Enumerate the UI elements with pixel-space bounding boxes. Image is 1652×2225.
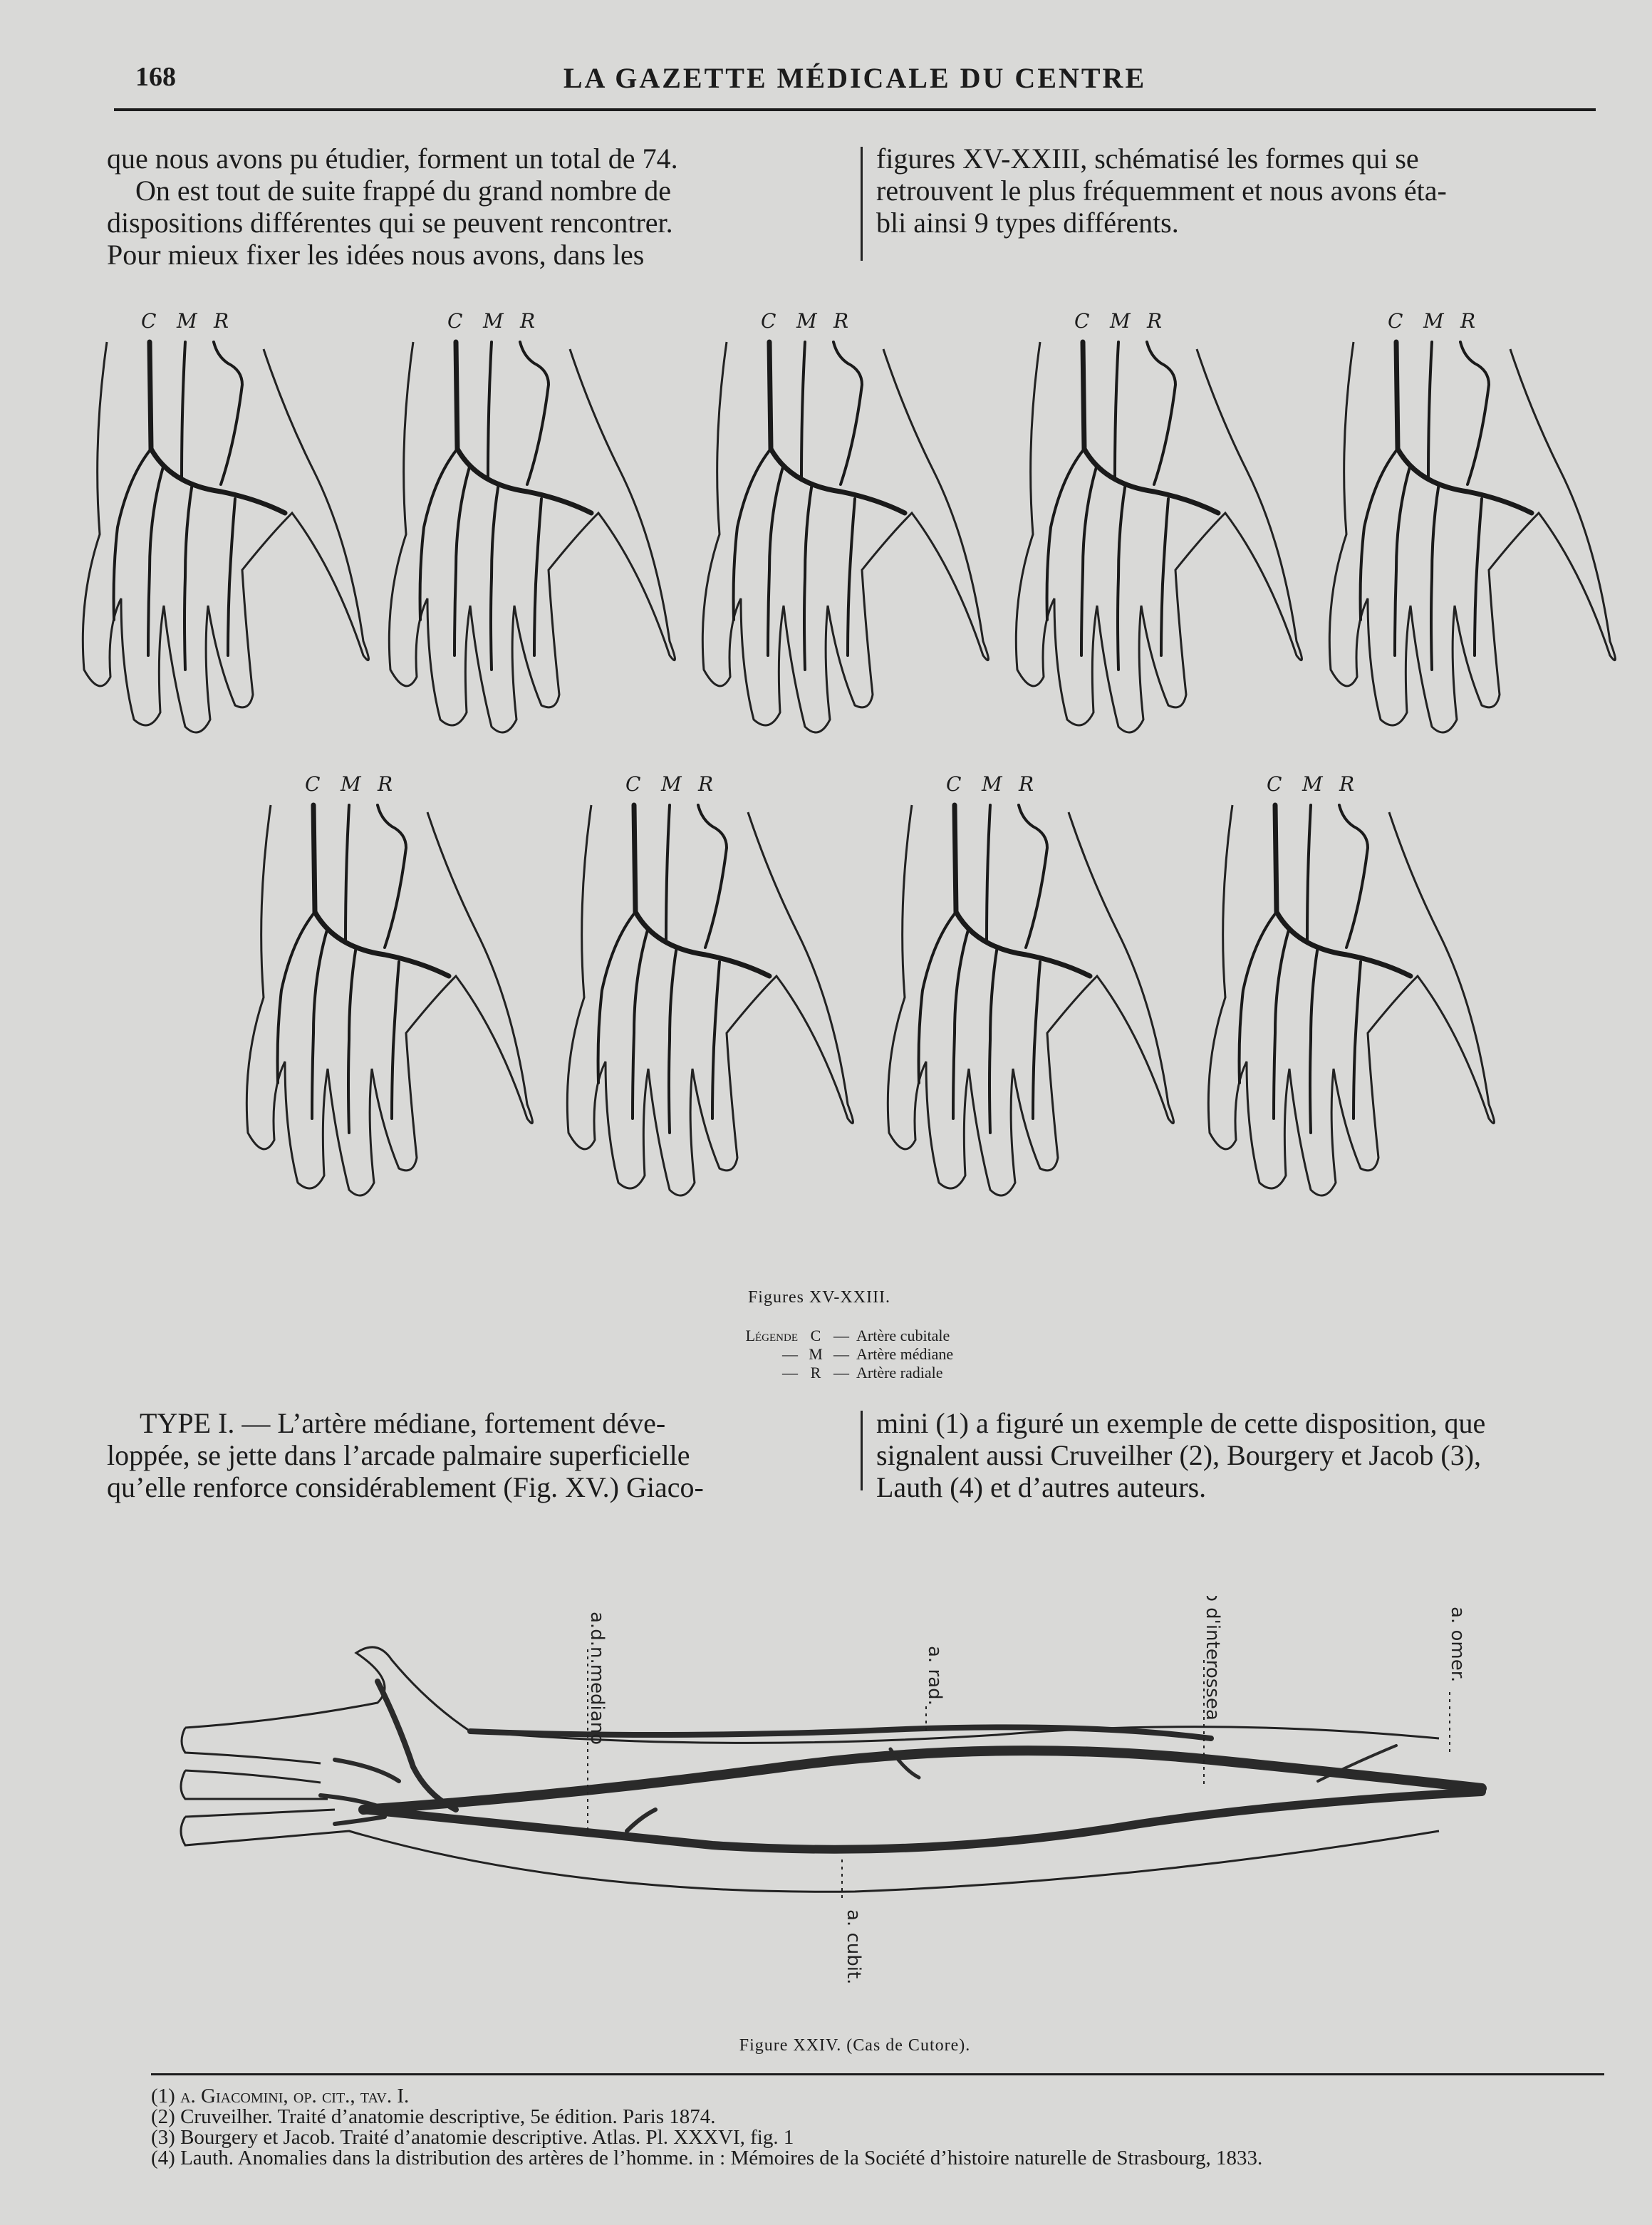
hand-figure xyxy=(1325,299,1624,769)
text-line: TYPE I. — L’artère médiane, fortement déve- xyxy=(140,1407,666,1439)
page-number: 168 xyxy=(135,62,176,92)
label-a-rad: a. rad. xyxy=(924,1646,945,1706)
artery-line xyxy=(392,962,399,1119)
hand-illustration xyxy=(1325,299,1624,769)
forearm-figure-caption: Figure XXIV. (Cas de Cutore). xyxy=(739,2036,971,2055)
artery-legend xyxy=(719,1327,953,1382)
artery-line xyxy=(1118,483,1126,670)
legend-code: R xyxy=(810,1364,821,1381)
hand-outline xyxy=(1208,805,1494,1196)
artery-line xyxy=(848,499,855,655)
artery-line xyxy=(669,946,677,1133)
artery-line xyxy=(150,342,285,513)
legend-label: Artère radiale xyxy=(856,1364,943,1381)
artery-line xyxy=(346,805,349,940)
hand-figure xyxy=(883,762,1183,1233)
text-line: loppée, se jette dans l’arcade palmaire superficielle xyxy=(107,1439,690,1471)
footnote-number: (4) xyxy=(151,2147,175,2169)
artery-line xyxy=(491,483,499,670)
legend-row xyxy=(719,1345,953,1364)
legend-dash: — xyxy=(833,1364,849,1381)
footnote xyxy=(151,2107,1262,2127)
artery-line xyxy=(1428,342,1432,477)
hand-figure xyxy=(78,299,378,769)
artery-line xyxy=(1240,912,1277,1083)
hand-illustration xyxy=(563,762,862,1233)
hand-figure xyxy=(1204,762,1503,1233)
artery-line xyxy=(955,805,1090,976)
artery-letter: R xyxy=(1460,309,1476,333)
text-line: On est tout de suite frappé du grand nombre de xyxy=(135,175,672,207)
artery-line xyxy=(214,342,242,484)
footnote xyxy=(151,2127,1262,2148)
hand-figure xyxy=(563,762,862,1233)
artery-line xyxy=(1019,805,1047,948)
legend-lead: — xyxy=(782,1345,798,1363)
forearm-arteries xyxy=(321,1681,1482,1850)
artery-line xyxy=(1083,342,1218,513)
type-one-left-column xyxy=(107,1407,848,1503)
hand-figure xyxy=(385,299,684,769)
hand-outline xyxy=(1016,342,1302,732)
hand-figure xyxy=(1012,299,1311,769)
footnotes xyxy=(151,2086,1262,2169)
artery-line xyxy=(185,483,192,670)
artery-line xyxy=(1307,805,1311,940)
artery-letter: R xyxy=(1147,309,1163,333)
footnote-text: Bourgery et Jacob. Traité d’anatomie descriptive. Atlas. Pl. XXXVI, fig. 1 xyxy=(180,2126,794,2149)
artery-line xyxy=(769,342,905,513)
artery-letter: C xyxy=(141,309,157,333)
artery-line xyxy=(804,483,812,670)
artery-line xyxy=(456,342,591,513)
footnote-number: (2) xyxy=(151,2105,175,2128)
artery-line xyxy=(987,805,990,940)
artery-line xyxy=(919,912,956,1083)
artery-line xyxy=(1115,342,1118,477)
artery-line xyxy=(114,449,151,620)
artery-line xyxy=(598,912,635,1083)
artery-line xyxy=(989,946,997,1133)
hand-illustration xyxy=(1204,762,1503,1233)
label-a-omer: a. omer. xyxy=(1447,1607,1468,1683)
text-line: Pour mieux fixer les idées nous avons, dans les xyxy=(107,239,645,271)
artery-line xyxy=(1033,962,1040,1119)
artery-line xyxy=(1475,499,1482,655)
text-line: mini (1) a figuré un exemple de cette disposition, que xyxy=(876,1407,1486,1439)
hand-outline xyxy=(888,805,1173,1196)
artery-line xyxy=(1275,805,1411,976)
text-line: signalent aussi Cruveilher (2), Bourgery et Jacob (3), xyxy=(876,1439,1482,1471)
journal-title: LA GAZETTE MÉDICALE DU CENTRE xyxy=(563,62,1147,94)
artery-line xyxy=(1339,805,1368,948)
hand-figures-caption: Figures XV-XXIII. xyxy=(747,1288,891,1307)
artery-letter: C xyxy=(625,772,641,796)
artery-letter: M xyxy=(982,772,1002,796)
artery-line xyxy=(666,805,670,940)
artery-letter: M xyxy=(1423,309,1444,333)
hand-figure xyxy=(242,762,541,1233)
artery-letter: R xyxy=(1019,772,1034,796)
artery-line xyxy=(182,342,185,477)
artery-line xyxy=(734,449,771,620)
footnote-text: Cruveilher. Traité d’anatomie descriptive, 5e édition. Paris 1874. xyxy=(180,2105,716,2128)
legend-lead: Légende xyxy=(745,1327,798,1344)
artery-letter: M xyxy=(1110,309,1131,333)
hand-outline xyxy=(702,342,988,732)
artery-line xyxy=(420,449,457,620)
artery-letter: C xyxy=(305,772,321,796)
artery-line xyxy=(1354,962,1361,1119)
hand-outline xyxy=(246,805,532,1196)
hand-figure xyxy=(698,299,997,769)
artery-letter: R xyxy=(378,772,393,796)
artery-line xyxy=(1460,342,1489,484)
label-a-d-n-mediano: a.d.n.mediano xyxy=(586,1612,608,1746)
artery-letter: C xyxy=(1388,309,1403,333)
artery-letter: R xyxy=(833,309,849,333)
footnote xyxy=(151,2148,1262,2169)
forearm-figure xyxy=(142,1596,1553,1995)
legend-row xyxy=(719,1327,953,1345)
artery-line xyxy=(520,342,549,484)
artery-line xyxy=(1147,342,1175,484)
legend-code: M xyxy=(809,1345,823,1363)
hand-illustration xyxy=(698,299,997,769)
type-one-right-column xyxy=(876,1407,1603,1503)
footnote xyxy=(151,2086,1262,2107)
hand-outline xyxy=(389,342,675,732)
hand-illustration xyxy=(1012,299,1311,769)
hand-illustration xyxy=(883,762,1183,1233)
text-line: qu’elle renforce considérablement (Fig. XV.) Giaco- xyxy=(107,1471,704,1503)
forearm-illustration xyxy=(142,1596,1553,1995)
artery-line xyxy=(833,342,862,484)
legend-row xyxy=(719,1364,953,1382)
artery-letter: R xyxy=(214,309,229,333)
legend-lead: — xyxy=(782,1364,798,1381)
artery-line xyxy=(228,499,235,655)
artery-line xyxy=(801,342,805,477)
artery-letter: R xyxy=(698,772,714,796)
artery-line xyxy=(378,805,406,948)
artery-letter: C xyxy=(946,772,962,796)
column-divider xyxy=(861,1411,863,1490)
artery-line xyxy=(1431,483,1439,670)
legend-label: Artère médiane xyxy=(856,1345,954,1363)
legend-dash: — xyxy=(833,1327,849,1344)
footnote-text: a. Giacomini, op. cit., tav. I. xyxy=(180,2085,410,2107)
artery-letter: M xyxy=(341,772,361,796)
artery-letter: M xyxy=(483,309,504,333)
legend-label: Artère cubitale xyxy=(856,1327,950,1344)
legend-dash: — xyxy=(833,1345,849,1363)
text-line: que nous avons pu étudier, forment un total de 74. xyxy=(107,142,678,175)
hand-illustration xyxy=(385,299,684,769)
hand-illustration xyxy=(78,299,378,769)
artery-line xyxy=(1396,342,1532,513)
footnote-number: (3) xyxy=(151,2126,175,2149)
artery-line xyxy=(1047,449,1084,620)
artery-line xyxy=(278,912,315,1083)
artery-line xyxy=(1161,499,1168,655)
artery-line xyxy=(698,805,727,948)
artery-line xyxy=(313,805,449,976)
footnote-rule xyxy=(151,2073,1604,2075)
artery-line xyxy=(634,805,769,976)
artery-line xyxy=(488,342,492,477)
text-line: Lauth (4) et d’autres auteurs. xyxy=(876,1471,1207,1503)
artery-line xyxy=(1361,449,1398,620)
label-tronco-interossea: tronco d'interossea xyxy=(1202,1596,1223,1721)
artery-letter: M xyxy=(177,309,197,333)
artery-letter: C xyxy=(761,309,776,333)
artery-line xyxy=(534,499,541,655)
footnote-number: (1) xyxy=(151,2085,175,2107)
artery-letter: C xyxy=(447,309,463,333)
text-line: bli ainsi 9 types différents. xyxy=(876,207,1179,239)
artery-line xyxy=(1310,946,1318,1133)
footnote-text: Lauth. Anomalies dans la distribution des artères de l’homme. in : Mémoires de la Société d’histoire naturelle de Strasbourg, 1833. xyxy=(180,2147,1263,2169)
artery-letter: R xyxy=(1339,772,1355,796)
text-line: retrouvent le plus fréquemment et nous avons éta- xyxy=(876,175,1447,207)
artery-line xyxy=(348,946,356,1133)
artery-letter: M xyxy=(1302,772,1323,796)
artery-letter: M xyxy=(796,309,817,333)
label-a-cubit: a. cubit. xyxy=(843,1909,864,1985)
hand-outline xyxy=(567,805,853,1196)
text-line: figures XV-XXIII, schématisé les formes qui se xyxy=(876,142,1419,175)
text-line: dispositions différentes qui se peuvent rencontrer. xyxy=(107,207,673,239)
artery-line xyxy=(712,962,719,1119)
legend-code: C xyxy=(810,1327,821,1344)
artery-letter: C xyxy=(1267,772,1282,796)
artery-letter: C xyxy=(1074,309,1090,333)
artery-letter: R xyxy=(520,309,536,333)
hand-outline xyxy=(1329,342,1615,732)
hand-illustration xyxy=(242,762,541,1233)
hand-outline xyxy=(83,342,368,732)
artery-letter: M xyxy=(661,772,682,796)
